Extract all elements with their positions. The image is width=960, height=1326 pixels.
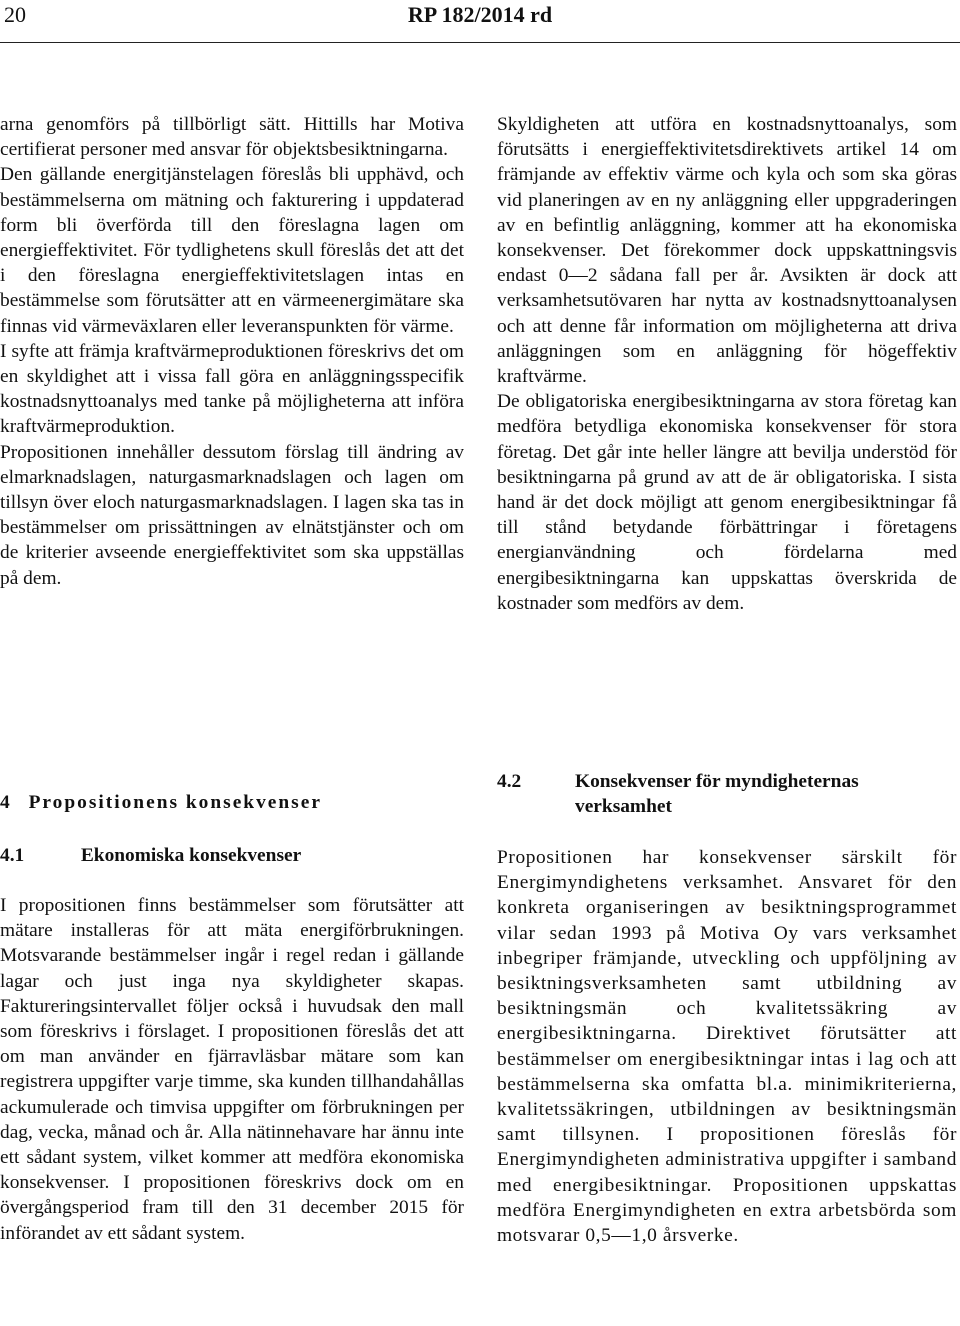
paragraph: Skyldigheten att utföra en kostnadsnyttoanalys, som förutsätts i energieffektivitetsdirektivets artikel 14 om främjande av effektiv värme och kyla och som ska göras vid planeringen av en ny anläggning eller uppgraderingen av en befintlig anläggning, kommer att ha ekonomiska konsekvenser. Det förekommer dock uppskattningsvis endast 0—2 sådana fall per år. Avsikten är dock att verksamhetsutövaren har nytta av kostnadsnyttoanalysen och att denne får information om möjligheterna att driva anläggningen som en anläggning för högeffektiv kraftvärme. <box>497 114 957 388</box>
paragraph: I syfte att främja kraftvärmeproduktionen föreskrivs det om en skyldighet att i vissa fall göra en anläggningsspecifik kostnadsnyttoanalys med tanke på möjligheterna att införa kraftvärmeproduktion. <box>0 340 464 438</box>
paragraph: arna genomförs på tillbörligt sätt. Hittills har Motiva certifierat personer med ansvar för objektsbesiktningarna. <box>0 114 464 161</box>
subsection-number: 4.2 <box>497 771 522 792</box>
column-right-bottom <box>497 845 957 1248</box>
section-heading <box>0 792 464 814</box>
column-left-bottom <box>0 893 464 1246</box>
header-rule <box>0 42 960 43</box>
paragraph: Propositionen innehåller dessutom förslag till ändring av elmarknadslagen, naturgasmarknadslagen och lagen om tillsyn över eloch naturgasmarknadslagen. I lagen ska tas in bestämmelser om prissättningen av elnätstjänster och om de kriterier avseende energieffektivitet som ska uppställas på dem. <box>0 441 464 589</box>
paragraph: Propositionen har konsekvenser särskilt för Energimyndighetens verksamhet. Ansvaret för den konkreta organiseringen av besiktningsprogrammet vilar sedan 1993 på Motiva Oy vars verksamhet inbegriper främjande, utveckling och uppföljning av besiktningsverksamheten samt utbildning av besiktningsmän och kvalitetssäkring av energibesiktningarna. Direktivet förutsätter att bestämmelser om energibesiktningar intas i lag och att bestämmelserna ska omfatta bl.a. minimikriterierna, kvalitetssäkringen, utbildningen av besiktningsmän samt tillsynen. I propositionen föreslås för Energimyndigheten administrativa uppgifter i samband med energibesiktningar. Propositionen uppskattas medföra Energimyndigheten en extra arbetsbörda som motsvarar 0,5—1,0 årsverke. <box>497 847 957 1247</box>
subsection-title: Konsekvenser för myndigheternas verksamhet <box>575 771 859 817</box>
subsection-title: Ekonomiska konsekvenser <box>80 845 302 866</box>
paragraph: I propositionen finns bestämmelser som förutsätter att mätare installeras för att mäta energiförbrukningen. Motsvarande bestämmelser ingår i regel redan i gällande lagar och just inga nya skyldigheter skapas. Faktureringsintervallet följer också i huvudsak den mall som föreskrivs i förslaget. I propositionen föreslås det att om man använder en fjärravläsbar mätare som kan registrera uppgifter varje timme, ska kunden tillhandahållas ackumulerade och timvisa uppgifter om förbrukningen per dag, vecka, månad och år. Alla nätinnehavare har ännu inte ett sådant system, vilket kommer att medföra ekonomiska konsekvenser. I propositionen föreskrivs dock om en övergångsperiod fram till den 31 december 2015 för införandet av ett sådant system. <box>0 895 464 1244</box>
subsection-number: 4.1 <box>0 845 25 866</box>
section-title: Propositionens konsekvenser <box>28 792 322 813</box>
section-number: 4 <box>0 792 12 813</box>
page-header <box>0 2 960 38</box>
subsection-heading <box>497 769 957 819</box>
column-left-top <box>0 112 464 591</box>
column-right-top <box>497 112 957 616</box>
page-number: 20 <box>4 2 26 27</box>
subsection-heading <box>0 845 464 867</box>
document-id: RP 182/2014 rd <box>407 2 553 27</box>
paragraph: De obligatoriska energibesiktningarna av stora företag kan medföra betydliga ekonomiska konsekvenser för stora företag. Det går inte heller längre att bevilja understöd för besiktningarna på grund av att de är obligatoriska. I sista hand är det dock möjligt att genom energibesiktningar få till stånd betydande förbättringar i företagens energianvändning och fördelarna med energibesiktningarna kan uppskattas överskrida de kostnader som medförs av dem. <box>497 391 957 614</box>
paragraph: Den gällande energitjänstelagen föreslås bli upphävd, och bestämmelserna om mätning och fakturering i uppdaterad form bli överförda till den föreslagna lagen om energieffektivitet. För tydlighetens skull föreslås det att det i den föreslagna energieffektivitetslagen intas en bestämmelse som förutsätter att en värmeenergimätare ska finnas vid värmeväxlaren eller leveranspunkten för värme. <box>0 164 464 337</box>
